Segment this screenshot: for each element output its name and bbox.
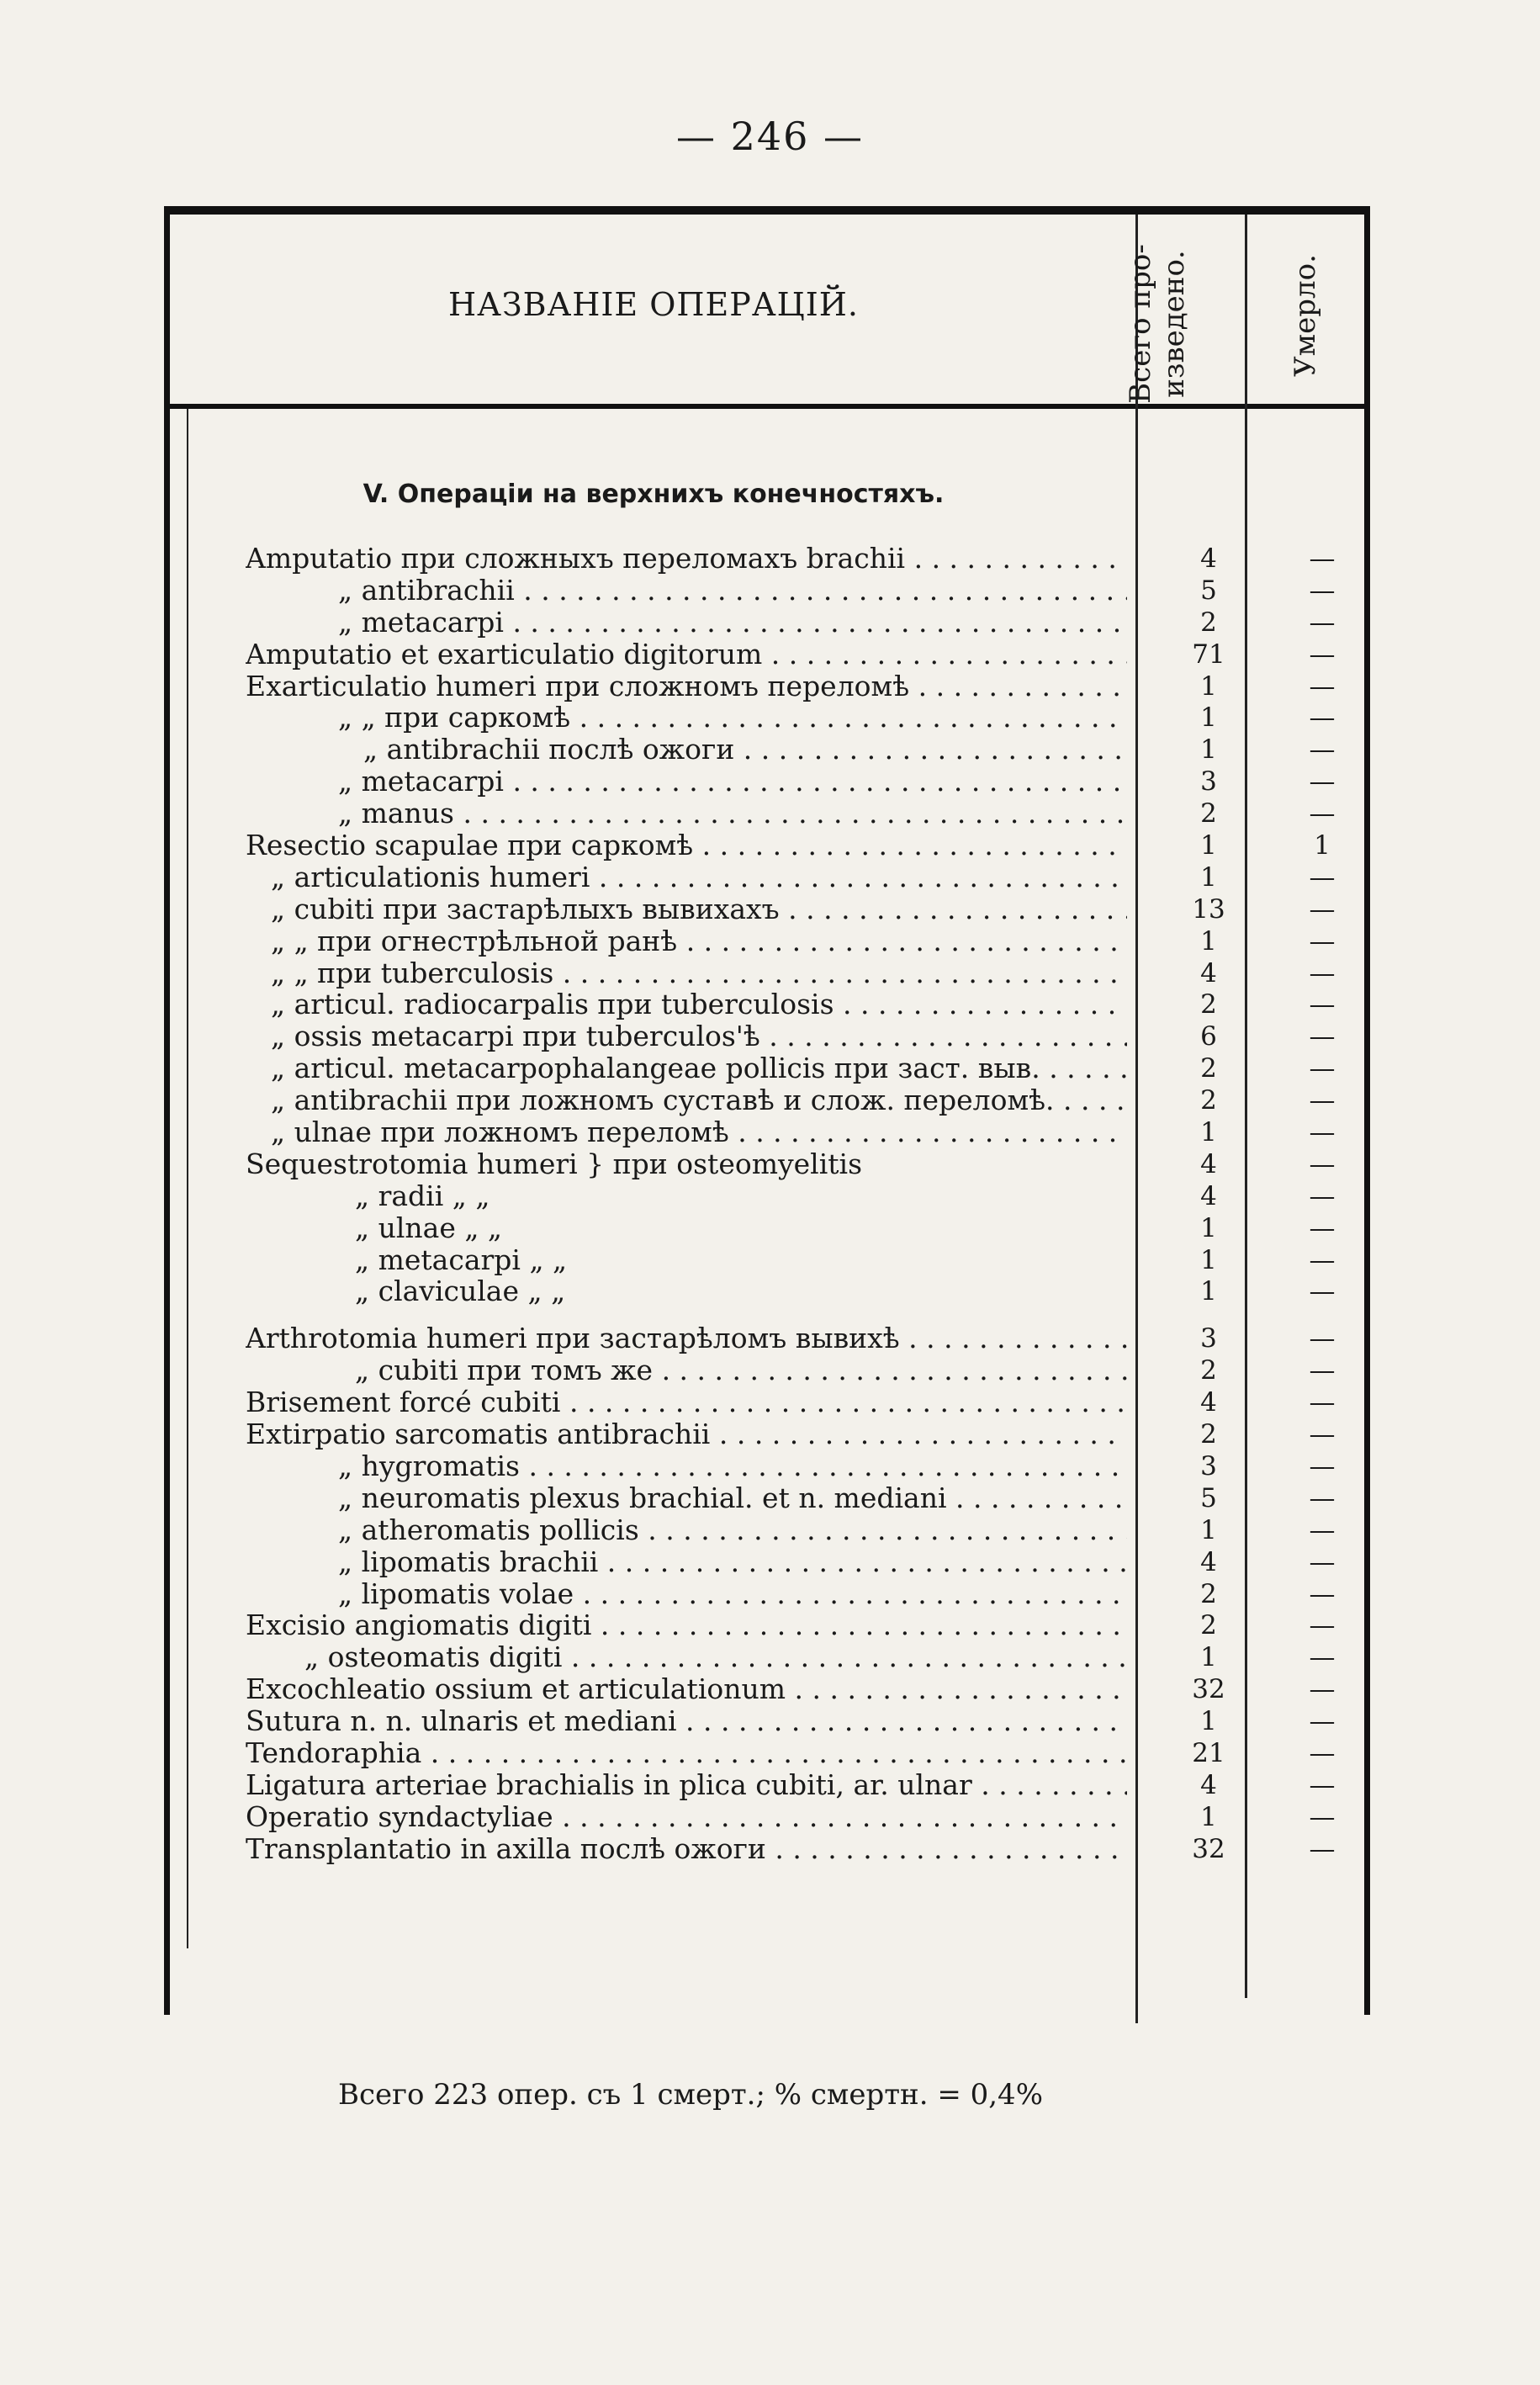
operation-name: „ articul. radiocarpalis при tuberculosis . . . — [246, 988, 1127, 1020]
operation-name: Ligatura arteriae brachialis in plica cubiti, ar. ulnar . . . — [246, 1769, 1127, 1801]
page-number: — 246 — — [675, 114, 865, 159]
operations-table — [164, 206, 1370, 2112]
operations-died: — — [1309, 670, 1336, 702]
operation-name: Resectio scapulae при саркомѣ . . . — [246, 829, 1127, 861]
table-row — [246, 1180, 1364, 1212]
operations-total: 1 — [1200, 734, 1217, 766]
table-row — [246, 702, 1364, 734]
operations-died: — — [1309, 702, 1336, 734]
operations-total: 1 — [1200, 1212, 1217, 1243]
operations-died: — — [1309, 1244, 1336, 1275]
table-row — [246, 861, 1364, 893]
operations-died: — — [1309, 1514, 1336, 1545]
table-row — [246, 1020, 1364, 1052]
operations-total: 4 — [1200, 1546, 1217, 1577]
operation-name: „ lipomatis volae . . . — [246, 1578, 1127, 1610]
operation-name: Amputatio при сложныхъ переломахъ brachii . . . — [246, 543, 1127, 575]
section-title: V. Операціи на верхнихъ конечностяхъ. — [363, 480, 945, 509]
table-row — [246, 639, 1364, 670]
operations-total: 4 — [1200, 1387, 1217, 1418]
operations-total: 1 — [1200, 702, 1217, 734]
operations-total: 4 — [1200, 1148, 1217, 1179]
operations-died: — — [1309, 543, 1336, 574]
operation-name: „ ulnae „ „ — [355, 1211, 503, 1244]
operations-total: 2 — [1200, 1419, 1217, 1450]
table-row — [246, 1275, 1364, 1307]
operations-total: 2 — [1200, 607, 1217, 638]
operation-name: „ antibrachii . . . — [246, 575, 1127, 607]
operation-name: „ neuromatis plexus brachial. et n. mediani . . . — [246, 1482, 1127, 1514]
operations-rows — [246, 543, 1364, 1865]
operations-died: — — [1309, 1833, 1336, 1864]
table-row — [246, 1833, 1364, 1865]
operations-total: 1 — [1200, 830, 1217, 861]
operations-died: — — [1309, 1674, 1336, 1705]
operations-total: 71 — [1192, 639, 1225, 670]
operation-name: „ radii „ „ — [355, 1179, 490, 1212]
table-row — [246, 1801, 1364, 1833]
operations-died: — — [1309, 1737, 1336, 1768]
operation-name: Brisement forcé cubiti . . . — [246, 1386, 1127, 1418]
operation-name: Excisio angiomatis digiti . . . — [246, 1609, 1127, 1641]
operations-died: — — [1309, 607, 1336, 638]
operation-name: „ „ при саркомѣ . . . — [246, 702, 1127, 734]
table-row — [246, 829, 1364, 861]
table-row — [246, 957, 1364, 989]
operation-name: „ manus . . . — [246, 798, 1127, 829]
table-row — [246, 1705, 1364, 1737]
operations-died: — — [1309, 1085, 1336, 1116]
row-gap — [246, 1307, 1364, 1322]
operations-died: — — [1309, 1117, 1336, 1148]
table-top-rule — [164, 206, 1370, 215]
operations-died: — — [1309, 1148, 1336, 1179]
table-row — [246, 1641, 1364, 1673]
table-row — [246, 1386, 1364, 1418]
operation-name: Transplantatio in axilla послѣ ожоги . . . — [246, 1833, 1127, 1865]
operations-total: 1 — [1200, 1276, 1217, 1307]
column-divider-left-inner — [187, 409, 188, 1948]
operations-total: 1 — [1200, 1117, 1217, 1148]
operations-total: 3 — [1200, 1450, 1217, 1481]
table-row — [246, 1578, 1364, 1610]
operations-died: 1 — [1314, 830, 1331, 861]
table-row — [246, 1609, 1364, 1641]
table-row — [246, 1244, 1364, 1276]
operations-died: — — [1309, 639, 1336, 670]
operations-died: — — [1309, 1578, 1336, 1609]
table-row — [246, 543, 1364, 575]
operations-died: — — [1309, 1387, 1336, 1418]
table-row — [246, 734, 1364, 766]
operation-name: Arthrotomia humeri при застарѣломъ вывихѣ . . . — [246, 1322, 1127, 1354]
table-row — [246, 925, 1364, 957]
operations-died: — — [1309, 861, 1336, 893]
operations-total: 1 — [1200, 1801, 1217, 1832]
operations-died: — — [1309, 1450, 1336, 1481]
operations-died: — — [1309, 1546, 1336, 1577]
operations-died: — — [1309, 893, 1336, 925]
operation-name: „ claviculae „ „ — [355, 1275, 566, 1308]
operations-total: 1 — [1200, 1642, 1217, 1673]
operations-total: 4 — [1200, 543, 1217, 574]
operations-died: — — [1309, 734, 1336, 766]
operations-died: — — [1309, 1419, 1336, 1450]
header-died: Умерло. — [1289, 254, 1322, 377]
table-row — [246, 766, 1364, 798]
operations-died: — — [1309, 1212, 1336, 1243]
table-row — [246, 798, 1364, 829]
operations-total: 2 — [1200, 1578, 1217, 1609]
operations-total: 2 — [1200, 1610, 1217, 1641]
operations-died: — — [1309, 1482, 1336, 1513]
operations-died: — — [1309, 1053, 1336, 1084]
operation-name: „ cubiti при томъ же . . . — [246, 1354, 1127, 1386]
header-operation-name: НАЗВАНІЕ ОПЕРАЦІЙ. — [447, 286, 859, 323]
table-row — [246, 1450, 1364, 1482]
table-row — [246, 1354, 1364, 1386]
operation-name: „ articul. metacarpophalangeae pollicis при заст. выв. . . . — [246, 1052, 1127, 1084]
table-row — [246, 1084, 1364, 1116]
table-row — [246, 1116, 1364, 1148]
operation-name: Sequestrotomia humeri } при osteomyelitis — [246, 1147, 863, 1180]
table-row — [246, 1322, 1364, 1354]
table-row — [246, 607, 1364, 639]
table-row — [246, 1482, 1364, 1514]
table-row — [246, 1769, 1364, 1801]
operations-died: — — [1309, 575, 1336, 606]
table-row — [246, 1737, 1364, 1769]
operations-died: — — [1309, 925, 1336, 957]
operation-name: Exarticulatio humeri при сложномъ переломѣ . . . — [246, 670, 1127, 702]
table-row — [246, 1546, 1364, 1578]
operation-name: Excochleatio ossium et articulationum . . . — [246, 1673, 1127, 1705]
table-row — [246, 670, 1364, 702]
operations-total: 1 — [1200, 1244, 1217, 1275]
operations-died: — — [1309, 1769, 1336, 1800]
operations-total: 1 — [1200, 925, 1217, 957]
operations-total: 32 — [1192, 1833, 1225, 1864]
operations-died: — — [1309, 957, 1336, 988]
operations-total: 2 — [1200, 1355, 1217, 1386]
operation-name: „ metacarpi . . . — [246, 607, 1127, 639]
operations-died: — — [1309, 1642, 1336, 1673]
operation-name: „ antibrachii послѣ ожоги . . . — [246, 734, 1127, 766]
operation-name: „ lipomatis brachii . . . — [246, 1546, 1127, 1578]
operations-died: — — [1309, 1801, 1336, 1832]
operations-died: — — [1309, 1610, 1336, 1641]
table-row — [246, 1148, 1364, 1180]
operation-name: Sutura n. n. ulnaris et mediani . . . — [246, 1705, 1127, 1737]
summary-line: Всего 223 опер. съ 1 смерт.; % смертн. = 0,4% — [338, 2078, 1043, 2112]
operations-total: 6 — [1200, 1021, 1217, 1052]
operation-name: „ osteomatis digiti . . . — [246, 1641, 1127, 1673]
table-row — [246, 893, 1364, 925]
operation-name: „ „ при tuberculosis . . . — [246, 957, 1127, 989]
operations-died: — — [1309, 1355, 1336, 1386]
operation-name: „ antibrachii при ложномъ суставѣ и слож. переломѣ. . . . — [246, 1084, 1127, 1116]
operation-name: Tendoraphia . . . — [246, 1737, 1127, 1769]
operations-died: — — [1309, 1276, 1336, 1307]
operation-name: „ „ при огнестрѣльной ранѣ . . . — [246, 925, 1127, 957]
operations-total: 32 — [1192, 1674, 1225, 1705]
operation-name: Amputatio et exarticulatio digitorum . . . — [246, 639, 1127, 670]
operations-total: 4 — [1200, 957, 1217, 988]
operations-total: 3 — [1200, 766, 1217, 798]
operations-died: — — [1309, 798, 1336, 829]
table-row — [246, 1514, 1364, 1546]
operation-name: „ ossis metacarpi при tuberculos'ѣ . . . — [246, 1020, 1127, 1052]
operations-total: 13 — [1192, 893, 1225, 925]
operations-total: 3 — [1200, 1323, 1217, 1354]
operation-name: „ metacarpi . . . — [246, 766, 1127, 798]
operations-died: — — [1309, 1180, 1336, 1211]
operation-name: „ hygromatis . . . — [246, 1450, 1127, 1482]
operations-total: 4 — [1200, 1769, 1217, 1800]
operation-name: „ articulationis humeri . . . — [246, 861, 1127, 893]
operations-total: 1 — [1200, 1514, 1217, 1545]
header-total-performed: Всего про- изведено. — [1124, 244, 1191, 404]
operations-total: 5 — [1200, 1482, 1217, 1513]
operation-name: Operatio syndactyliae . . . — [246, 1801, 1127, 1833]
operations-total: 1 — [1200, 861, 1217, 893]
table-row — [246, 1052, 1364, 1084]
operations-died: — — [1309, 1323, 1336, 1354]
operations-died: — — [1309, 989, 1336, 1020]
operations-total: 1 — [1200, 670, 1217, 702]
operation-name: „ cubiti при застарѣлыхъ вывихахъ . . . — [246, 893, 1127, 925]
operations-total: 2 — [1200, 798, 1217, 829]
operation-name: Extirpatio sarcomatis antibrachii . . . — [246, 1418, 1127, 1450]
operation-name: „ atheromatis pollicis . . . — [246, 1514, 1127, 1546]
table-row — [246, 575, 1364, 607]
operations-total: 4 — [1200, 1180, 1217, 1211]
operation-name: „ metacarpi „ „ — [355, 1243, 568, 1276]
table-row — [246, 988, 1364, 1020]
operations-total: 5 — [1200, 575, 1217, 606]
operations-died: — — [1309, 1706, 1336, 1737]
table-row — [246, 1673, 1364, 1705]
operations-died: — — [1309, 1021, 1336, 1052]
operations-died: — — [1309, 766, 1336, 798]
operations-total: 1 — [1200, 1706, 1217, 1737]
operations-total: 21 — [1192, 1737, 1225, 1768]
operations-total: 2 — [1200, 1085, 1217, 1116]
operations-total: 2 — [1200, 1053, 1217, 1084]
operation-name: „ ulnae при ложномъ переломѣ . . . — [246, 1116, 1127, 1148]
table-row — [246, 1212, 1364, 1244]
table-row — [246, 1418, 1364, 1450]
operations-total: 2 — [1200, 989, 1217, 1020]
